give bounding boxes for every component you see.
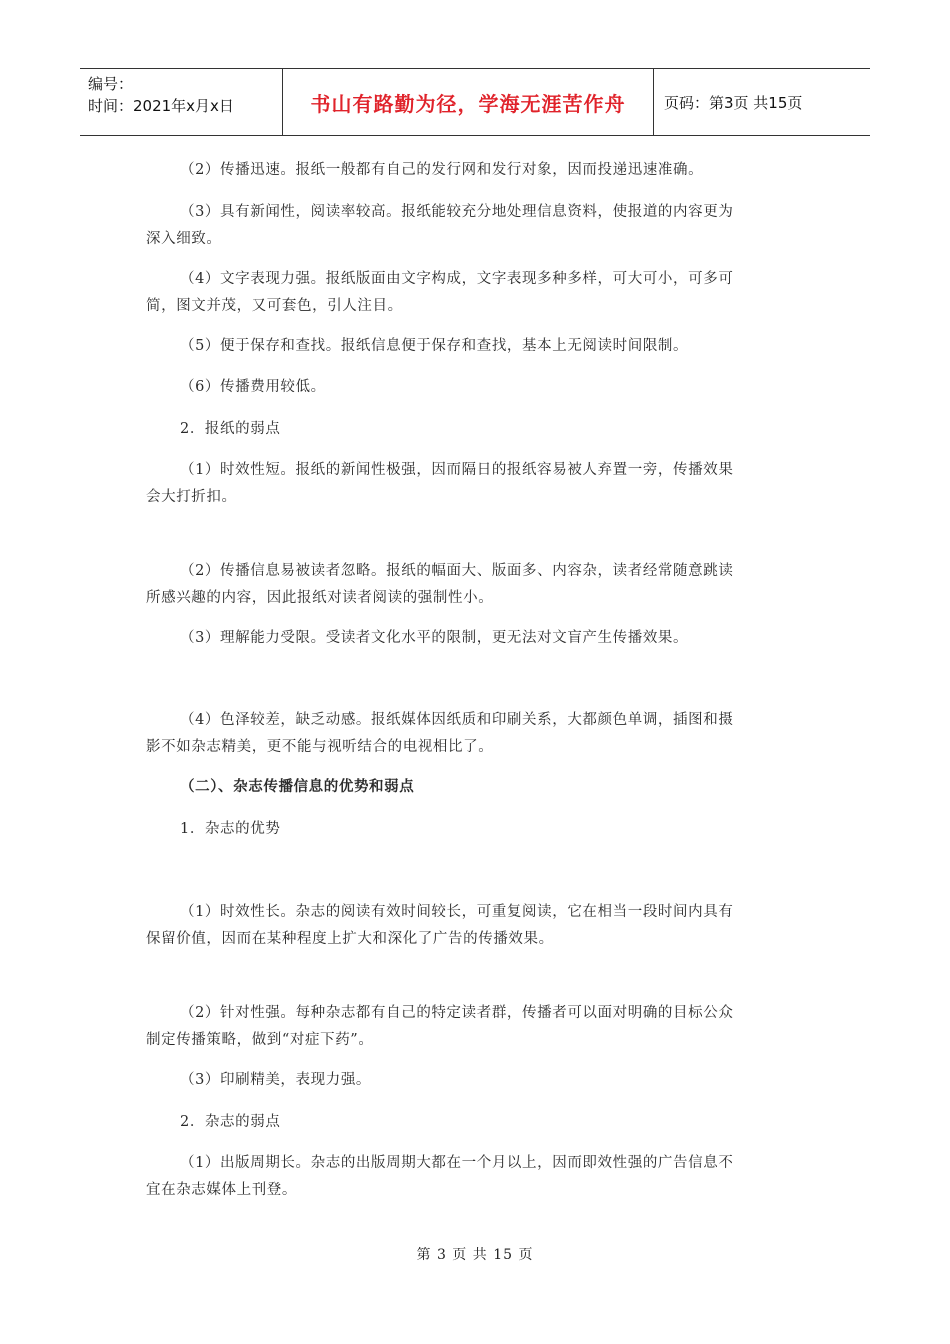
section-heading: 1．杂志的优势 [180, 821, 281, 837]
paragraph: （1）时效性长。杂志的阅读有效时间较长，可重复阅读，它在相当一段时间内具有 保留价值，因而在某种程度上扩大和深化了广告的传播效果。 [146, 904, 734, 947]
paragraph: （5）便于保存和查找。报纸信息便于保存和查找，基本上无阅读时间限制。 [180, 338, 689, 354]
document-time-label: 时间：2021年x月x日 [88, 97, 234, 115]
paragraph: （6）传播费用较低。 [180, 379, 326, 395]
page-footer: 第 3 页 共 15 页 [416, 1247, 534, 1263]
paragraph: （1）时效性短。报纸的新闻性极强，因而隔日的报纸容易被人弃置一旁，传播效果 会大打折扣。 [146, 462, 734, 505]
paragraph: （1）出版周期长。杂志的出版周期大都在一个月以上，因而即效性强的广告信息不 宜在杂志媒体上刊登。 [146, 1155, 734, 1198]
header-motto: 书山有路勤为径，学海无涯苦作舟 [282, 69, 654, 135]
section-heading: （二）、杂志传播信息的优势和弱点 [180, 779, 415, 795]
header-meta [80, 69, 282, 135]
section-heading: 2．报纸的弱点 [180, 421, 281, 437]
document-number-label: 编号： [88, 75, 134, 93]
header-page-info: 页码：第3页 共15页 [664, 93, 803, 112]
paragraph: （2）传播信息易被读者忽略。报纸的幅面大、版面多、内容杂，读者经常随意跳读 所感兴趣的内容，因此报纸对读者阅读的强制性小。 [146, 563, 734, 606]
section-heading: 2．杂志的弱点 [180, 1114, 281, 1130]
paragraph: （3）印刷精美，表现力强。 [180, 1072, 372, 1088]
paragraph: （2）传播迅速。报纸一般都有自己的发行网和发行对象，因而投递迅速准确。 [180, 162, 704, 178]
page-header [80, 68, 870, 136]
paragraph: （4）色泽较差，缺乏动感。报纸媒体因纸质和印刷关系，大都颜色单调，插图和摄 影不如杂志精美，更不能与视听结合的电视相比了。 [146, 712, 734, 755]
paragraph: （2）针对性强。每种杂志都有自己的特定读者群，传播者可以面对明确的目标公众 制定传播策略，做到“对症下药”。 [146, 1005, 734, 1048]
paragraph: （3）具有新闻性，阅读率较高。报纸能较充分地处理信息资料，使报道的内容更为 深入细致。 [146, 204, 734, 247]
paragraph: （4）文字表现力强。报纸版面由文字构成，文字表现多种多样，可大可小，可多可 简，图文并茂，又可套色，引人注目。 [146, 271, 734, 314]
paragraph: （3）理解能力受限。受读者文化水平的限制，更无法对文盲产生传播效果。 [180, 630, 689, 646]
